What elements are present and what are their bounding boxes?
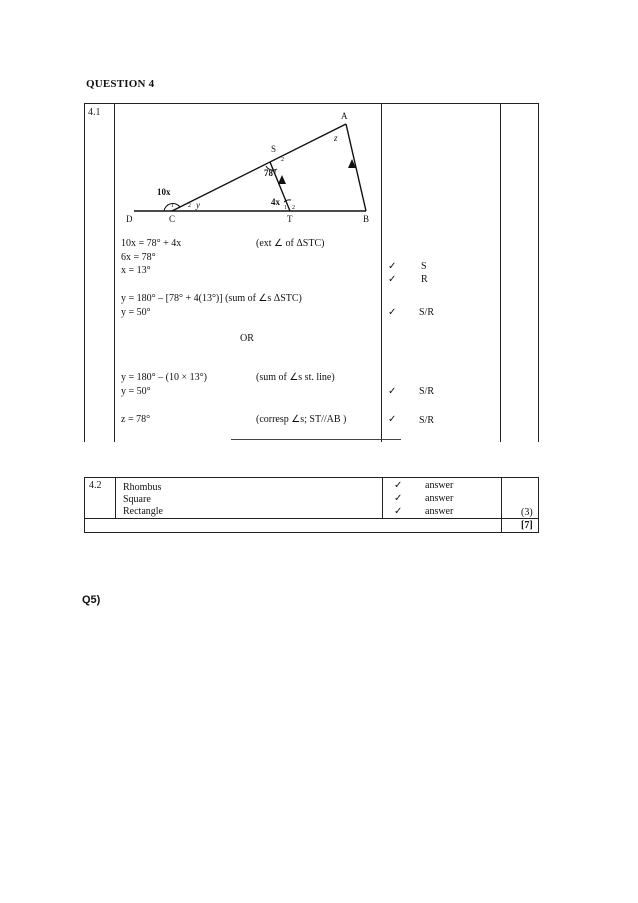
part-number: 4.1	[88, 107, 101, 118]
solution-reason: (corresp ∠s; ST//AB )	[256, 414, 347, 425]
vertex-a-label: A	[341, 111, 348, 121]
angle-78-label: 78°	[264, 168, 277, 178]
solution-line: 6x = 78°	[121, 252, 156, 263]
next-question-label: Q5)	[82, 594, 101, 606]
answer-label: answer	[425, 480, 454, 491]
angle-sub-label: 2	[281, 157, 284, 163]
list-item: Square	[123, 494, 151, 505]
mark-label: S/R	[419, 386, 435, 397]
tick-mark: ✓	[394, 506, 403, 517]
angle-10x-label: 10x	[157, 187, 171, 197]
vertex-s-label: S	[271, 144, 277, 154]
tick-mark: ✓	[394, 493, 403, 504]
part-number: 4.2	[89, 480, 102, 491]
table-border-right	[538, 104, 539, 442]
angle-sub-label: 1	[171, 203, 174, 209]
answer-label: answer	[425, 506, 454, 517]
table-divider	[115, 478, 116, 519]
tick-mark: ✓	[388, 307, 397, 318]
solution-line: z = 78°	[121, 414, 151, 425]
subtotal-mark: (3)	[521, 507, 533, 518]
vertex-b-label: B	[363, 214, 370, 224]
mark-label: S/R	[419, 307, 435, 318]
solution-line: 10x = 78° + 4x	[121, 238, 182, 249]
list-item: Rhombus	[123, 482, 162, 493]
tick-mark: ✓	[388, 414, 397, 425]
tick-mark: ✓	[388, 386, 397, 397]
question-4-1-table	[84, 103, 539, 442]
table-divider	[501, 478, 502, 519]
mark-label: S/R	[419, 415, 435, 426]
tick-mark: ✓	[388, 261, 397, 272]
list-item: Rectangle	[123, 506, 163, 517]
solution-reason: (ext ∠ of ΔSTC)	[256, 238, 325, 249]
or-label: OR	[240, 333, 254, 344]
question-heading: QUESTION 4	[86, 78, 155, 90]
angle-sub-label: 2	[292, 205, 295, 211]
vertex-c-label: C	[169, 214, 176, 224]
angle-y-label: y	[196, 200, 200, 210]
vertex-d-label: D	[126, 214, 133, 224]
solution-reason: (sum of ∠s st. line)	[256, 372, 335, 383]
total-mark: [7]	[521, 520, 533, 531]
mark-label: R	[421, 274, 428, 285]
answer-label: answer	[425, 493, 454, 504]
underline	[231, 439, 401, 440]
solution-line: y = 180° – [78° + 4(13°)] (sum of ∠s ΔSTC)	[121, 293, 302, 304]
tick-mark: ✓	[394, 480, 403, 491]
tick-mark: ✓	[388, 274, 397, 285]
angle-sub-label: 1	[284, 205, 287, 211]
angle-4x-label: 4x	[271, 197, 280, 207]
solution-line: x = 13°	[121, 265, 151, 276]
solution-line: y = 180° – (10 × 13°)	[121, 372, 207, 383]
mark-label: S	[421, 261, 427, 272]
vertex-t-label: T	[287, 214, 293, 224]
table-row-divider	[85, 518, 538, 519]
table-divider	[500, 104, 501, 442]
table-divider	[382, 478, 383, 519]
question-4-2-table	[84, 477, 539, 533]
angle-z-label: z	[334, 133, 338, 143]
table-divider	[501, 518, 502, 532]
solution-line: y = 50°	[121, 386, 151, 397]
triangle-diagram	[84, 104, 384, 234]
angle-sub-label: 2	[188, 203, 191, 209]
solution-line: y = 50°	[121, 307, 151, 318]
